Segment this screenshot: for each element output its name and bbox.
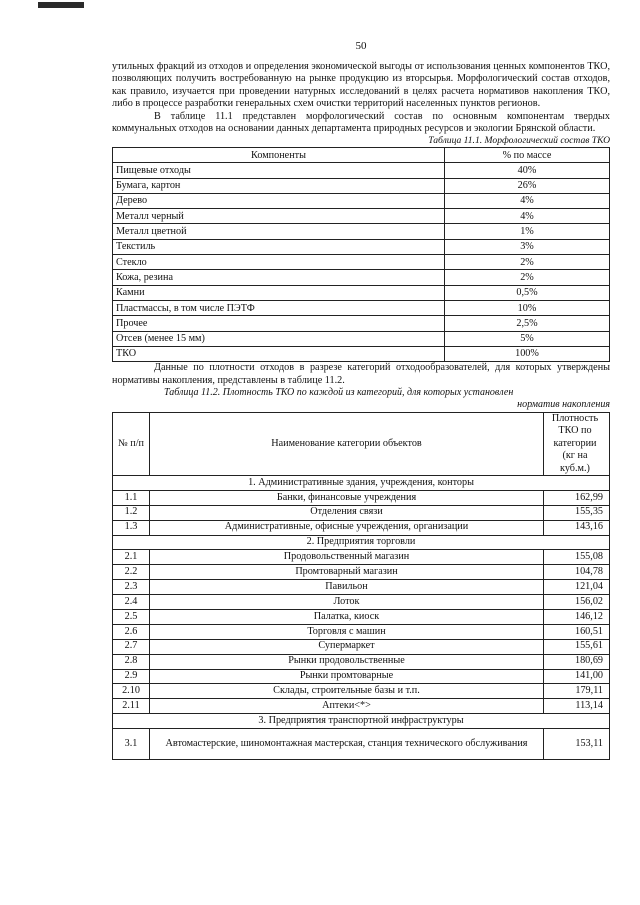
table-row [113,624,610,639]
category-name-cell: Павильон [150,580,544,595]
density-value-cell: 155,08 [544,550,610,565]
row-number-cell: 2.4 [113,595,150,610]
density-value-cell: 146,12 [544,609,610,624]
component-cell: Текстиль [113,239,445,254]
table-row [113,209,610,224]
row-number-cell: 2.10 [113,684,150,699]
density-value-cell: 104,78 [544,565,610,580]
percent-cell: 100% [445,346,610,361]
category-name-cell: Рынки промтоварные [150,669,544,684]
table-row [113,505,610,520]
row-number-cell: 2.1 [113,550,150,565]
row-number-cell: 2.6 [113,624,150,639]
percent-cell: 3% [445,239,610,254]
table-row [113,316,610,331]
component-cell: Бумага, картон [113,178,445,193]
table1-caption: Таблица 11.1. Морфологический состав ТКО [428,135,610,147]
section-title: 3. Предприятия транспортной инфраструктуры [113,714,610,729]
row-number-cell: 3.1 [113,729,150,760]
density-value-cell: 162,99 [544,490,610,505]
percent-cell: 4% [445,209,610,224]
column-header-category: Наименование категории объектов [150,412,544,475]
table-row [113,550,610,565]
table-row [113,565,610,580]
component-cell: ТКО [113,346,445,361]
percent-cell: 1% [445,224,610,239]
percent-cell: 0,5% [445,285,610,300]
table-row [113,224,610,239]
table1-intro-paragraph: В таблице 11.1 представлен морфологический состав по основным компонентам твердых коммунальных отходов на основании данных департамента природных ресурсов и экологии Брянской области. [112,110,610,135]
document-page [112,40,610,760]
row-number-cell: 2.8 [113,654,150,669]
percent-cell: 2,5% [445,316,610,331]
table2-caption [112,387,610,412]
table-row [113,729,610,760]
category-name-cell: Аптеки<*> [150,699,544,714]
table-row [113,609,610,624]
table-row [113,163,610,178]
table-row [113,595,610,610]
row-number-cell: 2.3 [113,580,150,595]
table-row [113,239,610,254]
row-number-cell: 1.3 [113,520,150,535]
component-cell: Металл цветной [113,224,445,239]
row-number-cell: 2.7 [113,639,150,654]
column-header-components: Компоненты [113,147,445,162]
category-name-cell: Банки, финансовые учреждения [150,490,544,505]
top-edge-mark [38,2,84,8]
component-cell: Пищевые отходы [113,163,445,178]
percent-cell: 40% [445,163,610,178]
category-name-cell: Лоток [150,595,544,610]
section-row [113,475,610,490]
table-row [113,490,610,505]
table2-caption-tail: норматив накопления [517,399,610,411]
table-row [113,654,610,669]
category-name-cell: Торговля с машин [150,624,544,639]
section-row [113,535,610,550]
morphology-table [112,147,610,362]
table-row [113,270,610,285]
density-value-cell: 160,51 [544,624,610,639]
component-cell: Прочее [113,316,445,331]
table-row [113,520,610,535]
density-value-cell: 141,00 [544,669,610,684]
table-row [113,178,610,193]
column-header-percent: % по массе [445,147,610,162]
table-row [113,684,610,699]
page-number: 50 [355,40,367,52]
category-name-cell: Продовольственный магазин [150,550,544,565]
table-row [113,580,610,595]
table-row [113,300,610,315]
category-name-cell: Автомастерские, шиномонтажная мастерская, станция технического обслуживания [150,729,544,760]
row-number-cell: 2.9 [113,669,150,684]
percent-cell: 5% [445,331,610,346]
density-value-cell: 143,16 [544,520,610,535]
component-cell: Металл черный [113,209,445,224]
density-value-cell: 121,04 [544,580,610,595]
component-cell: Стекло [113,255,445,270]
table-header-row [113,147,610,162]
row-number-cell: 2.2 [113,565,150,580]
row-number-cell: 2.11 [113,699,150,714]
table2-intro-paragraph: Данные по плотности отходов в разрезе категорий отходообразователей, для которых утверждены нормативы накопления, представлены в таблице 11.2. [112,362,610,386]
column-header-density: Плотность ТКО по категории (кг на куб.м.) [544,412,610,475]
category-name-cell: Промтоварный магазин [150,565,544,580]
percent-cell: 4% [445,193,610,208]
section-title: 2. Предприятия торговли [113,535,610,550]
category-name-cell: Отделения связи [150,505,544,520]
table-header-row [113,412,610,475]
table-row [113,285,610,300]
section-title: 1. Административные здания, учреждения, конторы [113,475,610,490]
density-value-cell: 156,02 [544,595,610,610]
density-value-cell: 155,61 [544,639,610,654]
table-row [113,699,610,714]
category-name-cell: Склады, строительные базы и т.п. [150,684,544,699]
table-row [113,639,610,654]
percent-cell: 10% [445,300,610,315]
density-value-cell: 180,69 [544,654,610,669]
density-value-cell: 113,14 [544,699,610,714]
category-name-cell: Супермаркет [150,639,544,654]
row-number-cell: 1.1 [113,490,150,505]
section-row [113,714,610,729]
table-row [113,193,610,208]
category-name-cell: Палатка, киоск [150,609,544,624]
component-cell: Дерево [113,193,445,208]
category-name-cell: Административные, офисные учреждения, организации [150,520,544,535]
percent-cell: 26% [445,178,610,193]
row-number-cell: 1.2 [113,505,150,520]
row-number-cell: 2.5 [113,609,150,624]
table-row [113,255,610,270]
table2-caption-main: Таблица 11.2. Плотность ТКО по каждой из категорий, для которых установлен [164,386,514,398]
percent-cell: 2% [445,255,610,270]
component-cell: Камни [113,285,445,300]
intro-paragraph: утильных фракций из отходов и определения экономической выгоды от использования ценных компонентов ТКО, позволяющих получить востребованную на рынке продукцию из вторсырья. Морфологический состав отходов, как правило, изучается при проведении натурных исследований в целях расчета нормативов накопления ТКО, либо в процессе разработки генеральных схем очистки территорий населенных пунктов регионов. [112,61,610,110]
density-value-cell: 155,35 [544,505,610,520]
column-header-number: № п/п [113,412,150,475]
component-cell: Кожа, резина [113,270,445,285]
density-value-cell: 153,11 [544,729,610,760]
density-value-cell: 179,11 [544,684,610,699]
table-row [113,346,610,361]
table-row [113,669,610,684]
table-row [113,331,610,346]
density-table [112,412,610,760]
component-cell: Пластмассы, в том числе ПЭТФ [113,300,445,315]
percent-cell: 2% [445,270,610,285]
category-name-cell: Рынки продовольственные [150,654,544,669]
component-cell: Отсев (менее 15 мм) [113,331,445,346]
